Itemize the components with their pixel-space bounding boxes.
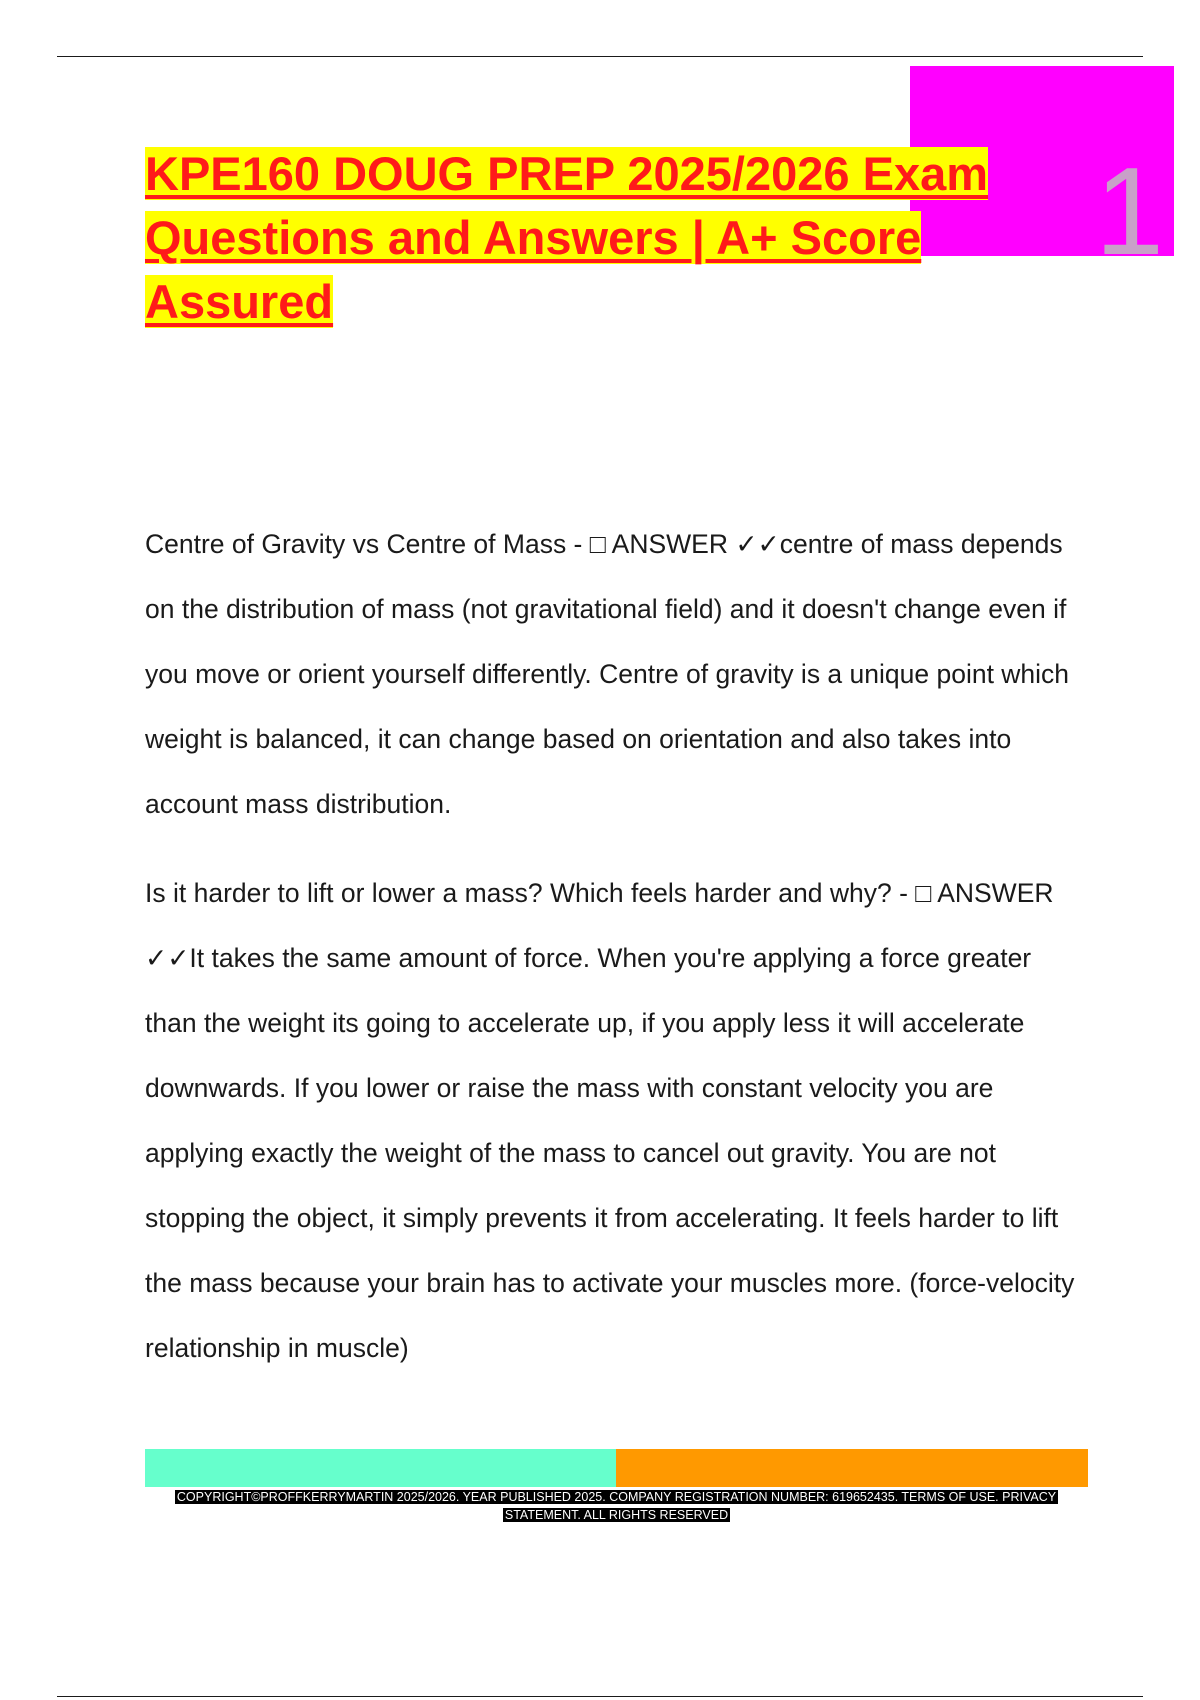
qa-item-lift-or-lower: Is it harder to lift or lower a mass? Which feels harder and why? - □ ANSWER ✓✓It takes the same amount of force. When you're applying a force greater than the weight its going to accelerate up, if you apply less it will accelerate downwards. If you lower or raise the mass with constant velocity you are applying exactly the weight of the mass to cancel out gravity. You are not stopping the object, it simply prevents it from accelerating. It feels harder to lift the mass because your brain has to activate your muscles more. (force-velocity relationship in muscle) xyxy=(145,878,1075,1363)
top-rule xyxy=(57,56,1143,57)
bottom-rule xyxy=(57,1696,1143,1697)
footer-color-bar xyxy=(145,1449,1088,1487)
footer-bar-teal-segment xyxy=(145,1449,616,1487)
copyright-text: COPYRIGHT©PROFFKERRYMARTIN 2025/2026. YEAR PUBLISHED 2025. COMPANY REGISTRATION NUMBER: 619652435. TERMS OF USE. PRIVACY STATEMENT. ALL RIGHTS RESERVED xyxy=(176,1490,1057,1522)
document-title xyxy=(145,142,1045,334)
copyright-notice xyxy=(145,1488,1088,1524)
page-number: 1 xyxy=(1095,143,1164,281)
title-line-3: Assured xyxy=(145,275,334,328)
qa-item-centre-of-gravity: Centre of Gravity vs Centre of Mass - □ ANSWER ✓✓centre of mass depends on the distribution of mass (not gravitational field) and it doesn't change even if you move or orient yourself differently. Centre of gravity is a unique point which weight is balanced, it can change based on orientation and also takes into account mass distribution. xyxy=(145,529,1070,819)
title-line-2: Questions and Answers | A+ Score xyxy=(145,211,922,264)
title-line-1: KPE160 DOUG PREP 2025/2026 Exam xyxy=(145,147,989,200)
footer-bar-orange-segment xyxy=(616,1449,1088,1487)
